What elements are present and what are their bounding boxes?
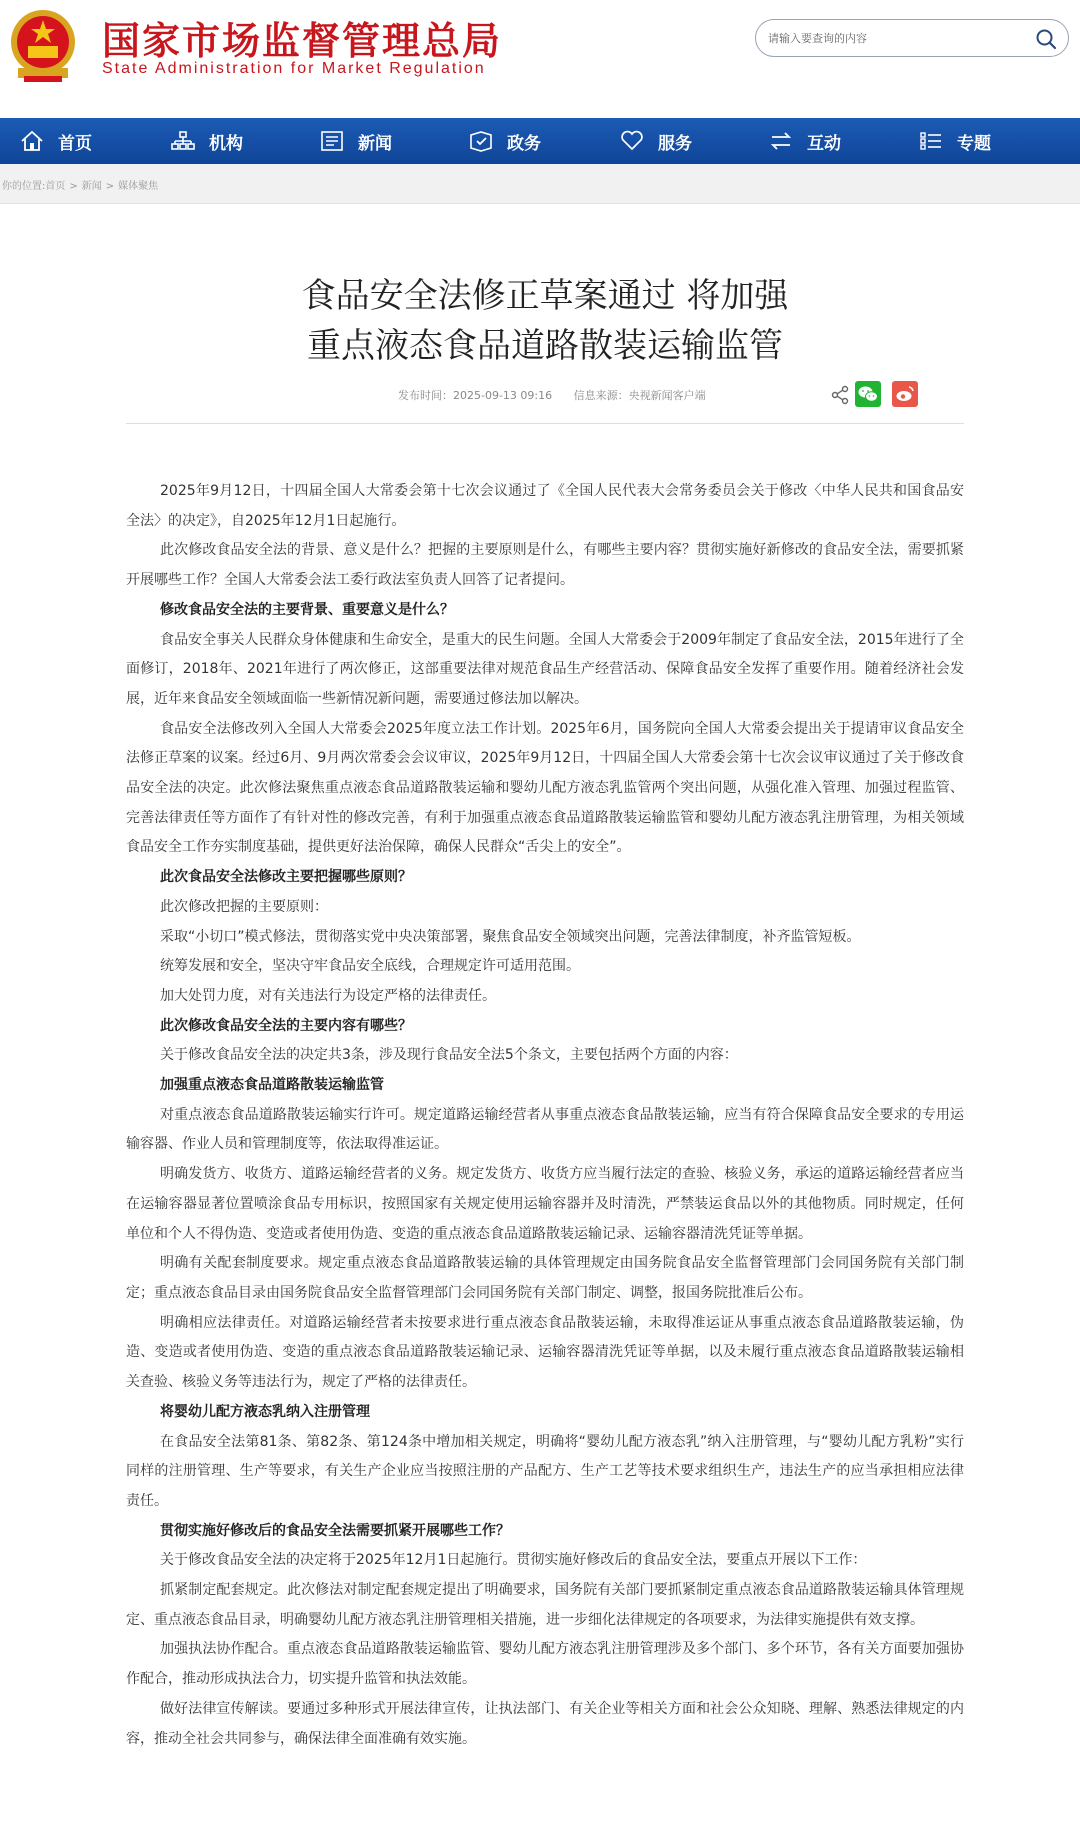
article-paragraph: 采取“小切口”模式修法，贯彻落实党中央决策部署，聚焦食品安全领域突出问题，完善法律制度，补齐监管短板。 (160, 928, 861, 945)
gov-icon (469, 130, 493, 152)
nav-item-news[interactable] (320, 118, 392, 164)
article-paragraph: 做好法律宣传解读。要通过多种形式开展法律宣传，让执法部门、有关企业等相关方面和社会公众知晓、理解、熟悉法律规定的内容，推动全社会共同参与，确保法律全面准确有效实施。 (126, 1700, 964, 1747)
article-paragraph: 食品安全事关人民群众身体健康和生命安全，是重大的民生问题。全国人大常委会于2009年制定了食品安全法，2015年进行了全面修订，2018年、2021年进行了两次修正，这部重要法律对规范食品生产经营活动、保障食品安全发挥了重要作用。随着经济社会发展，近年来食品安全领域面临一些新情况新问题，需要通过修法加以解决。 (126, 631, 964, 707)
article-container (0, 205, 1080, 1823)
article-paragraph: 明确有关配套制度要求。规定重点液态食品道路散装运输的具体管理规定由国务院食品安全监督管理部门会同国务院有关部门制定；重点液态食品目录由国务院食品安全监督管理部门会同国务院有关部门制定、调整，报国务院批准后公布。 (126, 1255, 964, 1301)
section-heading: 修改食品安全法的主要背景、重要意义是什么？ (160, 601, 454, 618)
search-box (755, 19, 1069, 57)
nav-item-label: 专题 (957, 133, 991, 154)
weibo-icon[interactable] (892, 381, 918, 407)
nav-item-service[interactable] (620, 118, 692, 164)
article-paragraph: 在食品安全法第81条、第82条、第124条中增加相关规定，明确将“婴幼儿配方液态乳”纳入注册管理，与“婴幼儿配方乳粉”实行同样的注册管理、生产等要求，有关生产企业应当按照注册的产品配方、生产工艺等技术要求组织生产，违法生产的应当承担相应法律责任。 (126, 1433, 964, 1509)
site-subtitle: State Administration for Market Regulation (102, 60, 486, 77)
article-title-line2: 重点液态食品道路散装运输监管 (307, 326, 783, 366)
site-title[interactable]: 国家市场监督管理总局 (102, 18, 503, 63)
national-emblem-icon (4, 6, 82, 86)
nav-item-home[interactable] (20, 118, 92, 164)
nav-item-label: 新闻 (358, 133, 392, 154)
article-source: 信息来源：央视新闻客户端 (573, 389, 706, 402)
article-paragraph: 明确发货方、收货方、道路运输经营者的义务。规定发货方、收货方应当履行法定的查验、核验义务，承运的道路运输经营者应当在运输容器显著位置喷涂食品专用标识，按照国家有关规定使用运输容器并及时清洗，严禁装运食品以外的其他物质。同时规定，任何单位和个人不得伪造、变造或者使用伪造、变造的重点液态食品道路散装运输记录、运输容器清洗凭证等单据。 (126, 1166, 964, 1242)
news-icon (320, 130, 344, 152)
search-input[interactable] (768, 28, 1018, 48)
section-heading: 加强重点液态食品道路散装运输监管 (160, 1077, 384, 1094)
nav-item-org[interactable] (171, 118, 243, 164)
article-paragraph: 2025年9月12日，十四届全国人大常委会第十七次会议通过了《全国人民代表大会常务委员会关于修改〈中华人民共和国食品安全法〉的决定》，自2025年12月1日起施行。 (126, 483, 964, 529)
article-paragraph: 明确相应法律责任。对道路运输经营者未按要求进行重点液态食品散装运输，未取得准运证从事重点液态食品道路散装运输，伪造、变造或者使用伪造、变造的重点液态食品道路散装运输记录、运输容器清洗凭证等单据，以及未履行重点液态食品道路散装运输相关查验、核验义务等违法行为，规定了严格的法律责任。 (126, 1314, 964, 1391)
main-nav (0, 118, 1080, 164)
nav-item-interact[interactable] (769, 118, 841, 164)
breadcrumb-media[interactable]: 媒体聚焦 (118, 181, 159, 192)
article-paragraph: 关于修改食品安全法的决定共3条，涉及现行食品安全法5个条文，主要包括两个方面的内容： (160, 1047, 738, 1064)
breadcrumb-news[interactable]: 新闻 (81, 181, 102, 192)
section-heading: 此次食品安全法修改主要把握哪些原则？ (160, 869, 412, 886)
publish-time: 发布时间：2025-09-13 09:16 (398, 389, 553, 402)
section-heading: 贯彻实施好修改后的食品安全法需要抓紧开展哪些工作？ (160, 1522, 510, 1539)
article-paragraph: 食品安全法修改列入全国人大常委会2025年度立法工作计划。2025年6月，国务院向全国人大常委会提出关于提请审议食品安全法修正草案的议案。经过6月、9月两次常委会会议审议，2025年9月12日，十四届全国人大常委会第十七次会议审议通过了关于修改食品安全法的决定。此次修法聚焦重点液态食品道路散装运输和婴幼儿配方液态乳监管两个突出问题，从强化准入管理、加强过程监管、完善法律责任等方面作了有针对性的修改完善，有利于加强重点液态食品道路散装运输监管和婴幼儿配方液态乳注册管理，为相关领域食品安全工作夯实制度基础，提供更好法治保障，确保人民群众“舌尖上的安全”。 (126, 720, 964, 856)
article-paragraph: 此次修改食品安全法的背景、意义是什么？把握的主要原则是什么，有哪些主要内容？贯彻实施好新修改的食品安全法，需要抓紧开展哪些工作？全国人大常委会法工委行政法室负责人回答了记者提问。 (126, 542, 964, 589)
nav-item-label: 首页 (58, 133, 92, 154)
share-icon[interactable] (830, 385, 850, 405)
article-paragraph: 对重点液态食品道路散装运输实行许可。规定道路运输经营者从事重点液态食品散装运输，应当有符合保障食品安全要求的专用运输容器、作业人员和管理制度等，依法取得准运证。 (126, 1106, 964, 1153)
article-title-line1: 食品安全法修正草案通过 将加强 (301, 276, 789, 316)
article-paragraph: 此次修改把握的主要原则： (160, 898, 328, 915)
org-icon (171, 130, 195, 152)
article-meta (398, 387, 724, 403)
nav-item-label: 服务 (658, 133, 692, 154)
nav-item-topic[interactable] (919, 118, 991, 164)
breadcrumb-home[interactable]: 你的位置:首页 (2, 181, 66, 192)
nav-item-gov[interactable] (469, 118, 541, 164)
wechat-icon[interactable] (855, 381, 881, 407)
breadcrumb: 你的位置:首页 > 新闻 > 媒体聚焦 (2, 181, 159, 192)
article-body (126, 477, 964, 1754)
heart-icon (620, 130, 644, 152)
exchange-icon (769, 130, 793, 152)
article-paragraph: 统筹发展和安全，坚决守牢食品安全底线，合理规定许可适用范围。 (160, 958, 580, 975)
header-divider (126, 423, 964, 424)
section-heading: 此次修改食品安全法的主要内容有哪些？ (160, 1017, 412, 1034)
nav-item-label: 互动 (807, 133, 841, 154)
article-paragraph: 加大处罚力度，对有关违法行为设定严格的法律责任。 (160, 987, 496, 1004)
home-icon (20, 130, 44, 152)
article-paragraph: 关于修改食品安全法的决定将于2025年12月1日起施行。贯彻实施好修改后的食品安全法，要重点开展以下工作： (160, 1552, 867, 1569)
article-paragraph: 加强执法协作配合。重点液态食品道路散装运输监管、婴幼儿配方液态乳注册管理涉及多个部门、多个环节，各有关方面要加强协作配合，推动形成执法合力，切实提升监管和执法效能。 (126, 1641, 964, 1688)
article-paragraph: 抓紧制定配套规定。此次修法对制定配套规定提出了明确要求，国务院有关部门要抓紧制定重点液态食品道路散装运输具体管理规定、重点液态食品目录，明确婴幼儿配方液态乳注册管理相关措施，进一步细化法律规定的各项要求，为法律实施提供有效支撑。 (126, 1582, 964, 1628)
article-title (126, 271, 964, 371)
breadcrumb-bar (0, 164, 1080, 204)
nav-item-label: 机构 (209, 133, 243, 154)
list-icon (919, 130, 943, 152)
section-heading: 将婴幼儿配方液态乳纳入注册管理 (160, 1403, 370, 1420)
site-header (0, 0, 1080, 118)
nav-item-label: 政务 (507, 133, 541, 154)
search-icon[interactable] (1034, 27, 1058, 51)
